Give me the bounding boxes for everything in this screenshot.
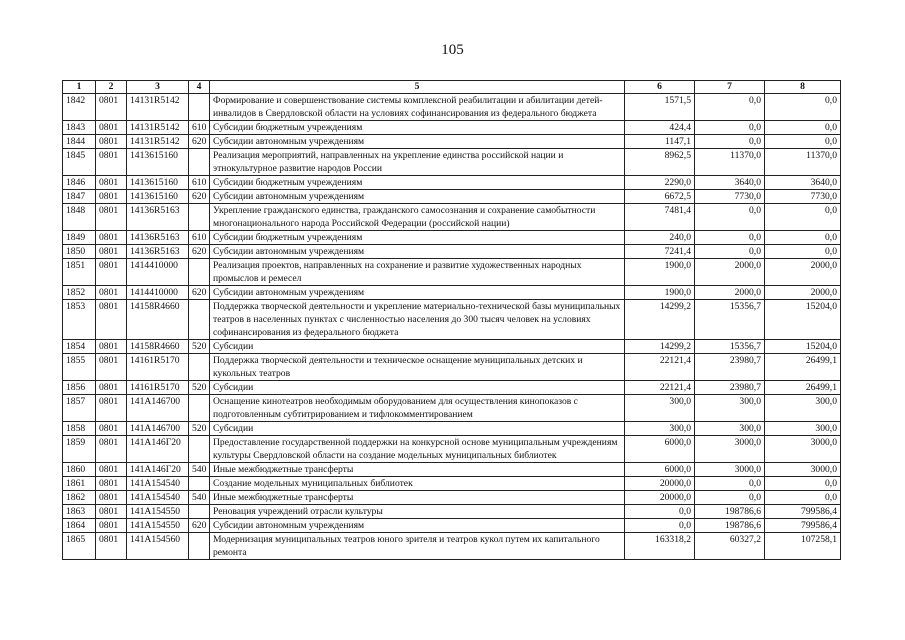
amount-col-7: 3000,0 — [695, 463, 765, 477]
row-number: 1851 — [63, 259, 96, 286]
amount-col-6: 7241,4 — [625, 245, 695, 259]
amount-col-8: 26499,1 — [765, 381, 841, 395]
table-row — [63, 381, 841, 395]
amount-col-6: 14299,2 — [625, 300, 695, 340]
amount-col-8: 799586,4 — [765, 519, 841, 533]
column-header: 3 — [127, 81, 189, 94]
amount-col-6: 424,4 — [625, 121, 695, 135]
row-number: 1842 — [63, 94, 96, 121]
table-row — [63, 422, 841, 436]
section-code: 0801 — [96, 436, 127, 463]
expense-type-code — [189, 259, 210, 286]
target-code: 141A154550 — [127, 519, 189, 533]
row-number: 1843 — [63, 121, 96, 135]
amount-col-6: 8962,5 — [625, 149, 695, 176]
row-name: Реализация проектов, направленных на сохранение и развитие художественных народных промыслов и ремесел — [210, 259, 625, 286]
expense-type-code: 540 — [189, 491, 210, 505]
amount-col-6: 0,0 — [625, 505, 695, 519]
amount-col-8: 300,0 — [765, 422, 841, 436]
column-header: 2 — [96, 81, 127, 94]
expense-type-code: 620 — [189, 190, 210, 204]
amount-col-8: 0,0 — [765, 245, 841, 259]
amount-col-7: 2000,0 — [695, 286, 765, 300]
table-row — [63, 505, 841, 519]
section-code: 0801 — [96, 395, 127, 422]
section-code: 0801 — [96, 505, 127, 519]
row-number: 1846 — [63, 176, 96, 190]
expense-type-code — [189, 94, 210, 121]
row-name: Субсидии — [210, 422, 625, 436]
target-code: 1413615160 — [127, 149, 189, 176]
amount-col-7: 0,0 — [695, 94, 765, 121]
amount-col-6: 1900,0 — [625, 286, 695, 300]
section-code: 0801 — [96, 519, 127, 533]
amount-col-6: 22121,4 — [625, 354, 695, 381]
row-name: Субсидии автономным учреждениям — [210, 245, 625, 259]
amount-col-6: 6000,0 — [625, 436, 695, 463]
amount-col-8: 799586,4 — [765, 505, 841, 519]
amount-col-7: 300,0 — [695, 422, 765, 436]
amount-col-6: 6672,5 — [625, 190, 695, 204]
amount-col-6: 300,0 — [625, 395, 695, 422]
column-header: 5 — [210, 81, 625, 94]
amount-col-7: 15356,7 — [695, 340, 765, 354]
expense-type-code — [189, 395, 210, 422]
table-row — [63, 176, 841, 190]
amount-col-8: 0,0 — [765, 231, 841, 245]
column-header: 8 — [765, 81, 841, 94]
amount-col-6: 240,0 — [625, 231, 695, 245]
table-row — [63, 94, 841, 121]
section-code: 0801 — [96, 259, 127, 286]
amount-col-7: 0,0 — [695, 204, 765, 231]
row-number: 1860 — [63, 463, 96, 477]
row-number: 1855 — [63, 354, 96, 381]
target-code: 14131R5142 — [127, 135, 189, 149]
expense-type-code — [189, 149, 210, 176]
expense-type-code — [189, 436, 210, 463]
amount-col-8: 26499,1 — [765, 354, 841, 381]
table-row — [63, 354, 841, 381]
expense-type-code — [189, 204, 210, 231]
amount-col-7: 15356,7 — [695, 300, 765, 340]
amount-col-8: 0,0 — [765, 135, 841, 149]
row-name: Укрепление гражданского единства, гражданского самосознания и сохранение самобытности многонационального народа Российской Федерации (российской нации) — [210, 204, 625, 231]
amount-col-6: 6000,0 — [625, 463, 695, 477]
target-code: 14158R4660 — [127, 300, 189, 340]
target-code: 141A146Г20 — [127, 463, 189, 477]
amount-col-7: 2000,0 — [695, 259, 765, 286]
expense-type-code — [189, 477, 210, 491]
table-row — [63, 231, 841, 245]
target-code: 14131R5142 — [127, 121, 189, 135]
row-name: Реновация учреждений отрасли культуры — [210, 505, 625, 519]
amount-col-8: 2000,0 — [765, 259, 841, 286]
expense-type-code: 610 — [189, 231, 210, 245]
expense-type-code: 620 — [189, 245, 210, 259]
row-number: 1853 — [63, 300, 96, 340]
expense-type-code — [189, 354, 210, 381]
row-name: Создание модельных муниципальных библиотек — [210, 477, 625, 491]
target-code: 1413615160 — [127, 190, 189, 204]
budget-table — [62, 80, 841, 560]
row-name: Оснащение кинотеатров необходимым оборудованием для осуществления кинопоказов с подготовленным субтитрированием и тифлокомментированием — [210, 395, 625, 422]
expense-type-code: 540 — [189, 463, 210, 477]
row-name: Субсидии — [210, 340, 625, 354]
page-number: 105 — [441, 42, 464, 58]
amount-col-6: 1900,0 — [625, 259, 695, 286]
amount-col-6: 2290,0 — [625, 176, 695, 190]
section-code: 0801 — [96, 422, 127, 436]
row-name: Иные межбюджетные трансферты — [210, 463, 625, 477]
table-row — [63, 519, 841, 533]
row-number: 1849 — [63, 231, 96, 245]
column-header: 6 — [625, 81, 695, 94]
amount-col-8: 0,0 — [765, 121, 841, 135]
section-code: 0801 — [96, 190, 127, 204]
amount-col-8: 107258,1 — [765, 533, 841, 560]
amount-col-6: 20000,0 — [625, 491, 695, 505]
table-row — [63, 477, 841, 491]
row-number: 1864 — [63, 519, 96, 533]
target-code: 1414410000 — [127, 286, 189, 300]
row-number: 1845 — [63, 149, 96, 176]
expense-type-code: 620 — [189, 286, 210, 300]
amount-col-7: 300,0 — [695, 395, 765, 422]
amount-col-6: 300,0 — [625, 422, 695, 436]
amount-col-7: 0,0 — [695, 245, 765, 259]
row-number: 1863 — [63, 505, 96, 519]
row-name: Субсидии бюджетным учреждениям — [210, 176, 625, 190]
target-code: 1414410000 — [127, 259, 189, 286]
target-code: 14131R5142 — [127, 94, 189, 121]
section-code: 0801 — [96, 245, 127, 259]
target-code: 14161R5170 — [127, 381, 189, 395]
table-row — [63, 463, 841, 477]
amount-col-7: 0,0 — [695, 477, 765, 491]
amount-col-7: 0,0 — [695, 231, 765, 245]
column-header: 7 — [695, 81, 765, 94]
section-code: 0801 — [96, 149, 127, 176]
expense-type-code — [189, 533, 210, 560]
amount-col-7: 23980,7 — [695, 381, 765, 395]
amount-col-7: 7730,0 — [695, 190, 765, 204]
table-row — [63, 286, 841, 300]
row-name: Предоставление государственной поддержки на конкурсной основе муниципальным учреждениям культуры Свердловской области на создание модельных муниципальных библиотек — [210, 436, 625, 463]
table-row — [63, 245, 841, 259]
table-row — [63, 204, 841, 231]
expense-type-code: 610 — [189, 176, 210, 190]
target-code: 14158R4660 — [127, 340, 189, 354]
target-code: 141A154550 — [127, 505, 189, 519]
table-row — [63, 395, 841, 422]
expense-type-code — [189, 505, 210, 519]
target-code: 14136R5163 — [127, 245, 189, 259]
expense-type-code — [189, 300, 210, 340]
row-name: Субсидии автономным учреждениям — [210, 519, 625, 533]
amount-col-8: 2000,0 — [765, 286, 841, 300]
target-code: 141A146700 — [127, 395, 189, 422]
row-name: Реализация мероприятий, направленных на укрепление единства российской нации и этнокультурное развитие народов России — [210, 149, 625, 176]
amount-col-7: 3000,0 — [695, 436, 765, 463]
expense-type-code: 520 — [189, 422, 210, 436]
table-row — [63, 121, 841, 135]
amount-col-6: 0,0 — [625, 519, 695, 533]
table-row — [63, 533, 841, 560]
row-name: Субсидии автономным учреждениям — [210, 286, 625, 300]
amount-col-8: 11370,0 — [765, 149, 841, 176]
row-number: 1858 — [63, 422, 96, 436]
section-code: 0801 — [96, 94, 127, 121]
amount-col-7: 60327,2 — [695, 533, 765, 560]
amount-col-7: 0,0 — [695, 121, 765, 135]
amount-col-8: 15204,0 — [765, 300, 841, 340]
amount-col-8: 0,0 — [765, 94, 841, 121]
row-number: 1848 — [63, 204, 96, 231]
table-row — [63, 190, 841, 204]
table-row — [63, 149, 841, 176]
table-row — [63, 436, 841, 463]
column-header: 4 — [189, 81, 210, 94]
amount-col-8: 0,0 — [765, 491, 841, 505]
table-row — [63, 259, 841, 286]
amount-col-6: 1147,1 — [625, 135, 695, 149]
row-number: 1859 — [63, 436, 96, 463]
amount-col-7: 198786,6 — [695, 505, 765, 519]
row-name: Поддержка творческой деятельности и техническое оснащение муниципальных детских и кукольных театров — [210, 354, 625, 381]
row-name: Модернизация муниципальных театров юного зрителя и театров кукол путем их капитального ремонта — [210, 533, 625, 560]
amount-col-7: 0,0 — [695, 135, 765, 149]
row-number: 1844 — [63, 135, 96, 149]
row-number: 1856 — [63, 381, 96, 395]
row-name: Поддержка творческой деятельности и укрепление материально-технической базы муниципальных театров в населенных пунктах с численностью населения до 300 тысяч человек на условиях софинансирования из федерального бюджета — [210, 300, 625, 340]
table-row — [63, 300, 841, 340]
row-name: Субсидии автономным учреждениям — [210, 190, 625, 204]
row-number: 1847 — [63, 190, 96, 204]
target-code: 141A146Г20 — [127, 436, 189, 463]
amount-col-7: 198786,6 — [695, 519, 765, 533]
section-code: 0801 — [96, 286, 127, 300]
amount-col-8: 3000,0 — [765, 436, 841, 463]
section-code: 0801 — [96, 381, 127, 395]
row-number: 1852 — [63, 286, 96, 300]
amount-col-8: 7730,0 — [765, 190, 841, 204]
table-row — [63, 491, 841, 505]
section-code: 0801 — [96, 533, 127, 560]
amount-col-7: 3640,0 — [695, 176, 765, 190]
section-code: 0801 — [96, 204, 127, 231]
target-code: 1413615160 — [127, 176, 189, 190]
amount-col-8: 3640,0 — [765, 176, 841, 190]
amount-col-6: 1571,5 — [625, 94, 695, 121]
section-code: 0801 — [96, 354, 127, 381]
target-code: 14136R5163 — [127, 204, 189, 231]
row-name: Субсидии бюджетным учреждениям — [210, 121, 625, 135]
target-code: 141A154540 — [127, 477, 189, 491]
expense-type-code: 620 — [189, 519, 210, 533]
amount-col-8: 0,0 — [765, 477, 841, 491]
column-header: 1 — [63, 81, 96, 94]
row-name: Иные межбюджетные трансферты — [210, 491, 625, 505]
amount-col-6: 22121,4 — [625, 381, 695, 395]
section-code: 0801 — [96, 463, 127, 477]
section-code: 0801 — [96, 477, 127, 491]
expense-type-code: 520 — [189, 381, 210, 395]
target-code: 14136R5163 — [127, 231, 189, 245]
table-row — [63, 340, 841, 354]
row-number: 1861 — [63, 477, 96, 491]
row-name: Субсидии бюджетным учреждениям — [210, 231, 625, 245]
amount-col-8: 0,0 — [765, 204, 841, 231]
amount-col-6: 14299,2 — [625, 340, 695, 354]
row-number: 1865 — [63, 533, 96, 560]
amount-col-7: 11370,0 — [695, 149, 765, 176]
amount-col-8: 300,0 — [765, 395, 841, 422]
section-code: 0801 — [96, 121, 127, 135]
amount-col-8: 15204,0 — [765, 340, 841, 354]
row-name: Субсидии автономным учреждениям — [210, 135, 625, 149]
row-name: Формирование и совершенствование системы комплексной реабилитации и абилитации детей-инвалидов в Свердловской области на условиях софинансирования из федерального бюджета — [210, 94, 625, 121]
amount-col-8: 3000,0 — [765, 463, 841, 477]
row-number: 1854 — [63, 340, 96, 354]
section-code: 0801 — [96, 300, 127, 340]
row-number: 1850 — [63, 245, 96, 259]
expense-type-code: 620 — [189, 135, 210, 149]
section-code: 0801 — [96, 340, 127, 354]
expense-type-code: 520 — [189, 340, 210, 354]
row-name: Субсидии — [210, 381, 625, 395]
table-row — [63, 135, 841, 149]
section-code: 0801 — [96, 135, 127, 149]
target-code: 141A146700 — [127, 422, 189, 436]
section-code: 0801 — [96, 176, 127, 190]
target-code: 141A154540 — [127, 491, 189, 505]
amount-col-7: 0,0 — [695, 491, 765, 505]
target-code: 14161R5170 — [127, 354, 189, 381]
row-number: 1862 — [63, 491, 96, 505]
expense-type-code: 610 — [189, 121, 210, 135]
amount-col-6: 163318,2 — [625, 533, 695, 560]
amount-col-6: 7481,4 — [625, 204, 695, 231]
row-number: 1857 — [63, 395, 96, 422]
table-header-row — [63, 81, 841, 94]
target-code: 141A154560 — [127, 533, 189, 560]
amount-col-6: 20000,0 — [625, 477, 695, 491]
section-code: 0801 — [96, 491, 127, 505]
amount-col-7: 23980,7 — [695, 354, 765, 381]
section-code: 0801 — [96, 231, 127, 245]
